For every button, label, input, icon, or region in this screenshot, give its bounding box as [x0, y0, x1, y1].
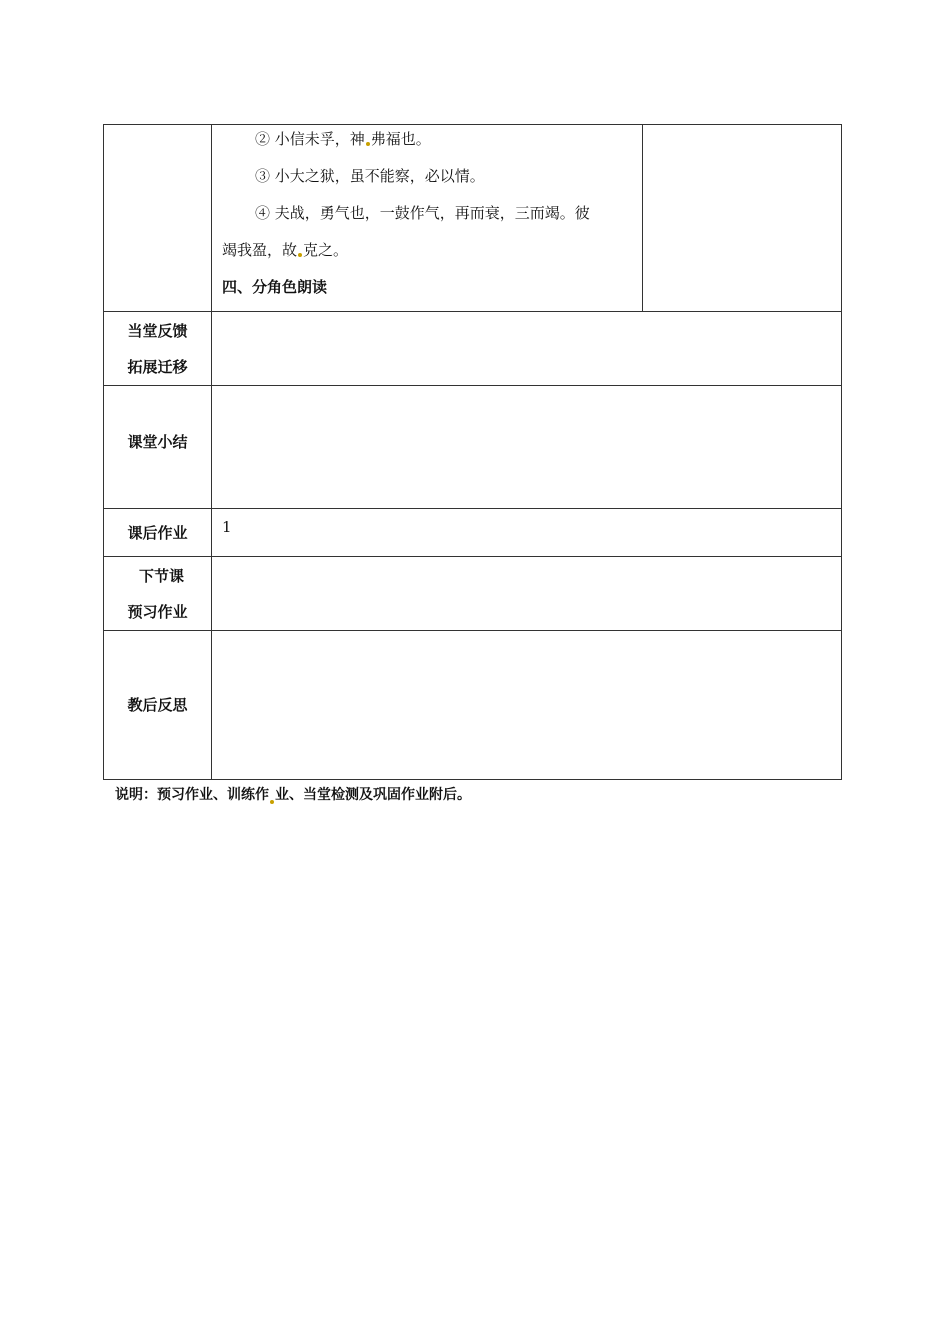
preview-row — [104, 557, 842, 631]
feedback-content — [212, 312, 842, 386]
reflection-label: 教后反思 — [104, 631, 212, 780]
emphasis-dot-icon — [298, 253, 302, 257]
continued-row — [104, 125, 842, 312]
line-item-4-cont: 竭我盈，故 克之。 — [222, 241, 349, 259]
preview-content — [212, 557, 842, 631]
reflection-content — [212, 631, 842, 780]
summary-content — [212, 386, 842, 509]
reflection-row — [104, 631, 842, 780]
summary-label: 课堂小结 — [104, 386, 212, 509]
footer-note: 说明：预习作业、训练作 业、当堂检测及巩固作业附后。 — [115, 787, 471, 803]
homework-row — [104, 509, 842, 557]
feedback-label: 当堂反馈 拓展迁移 — [104, 312, 212, 386]
homework-label: 课后作业 — [104, 509, 212, 557]
homework-content: 1 — [212, 509, 842, 557]
feedback-row — [104, 312, 842, 386]
summary-row — [104, 386, 842, 509]
emphasis-dot-icon — [366, 142, 370, 146]
line-item-2: ② 小信未孚，神 弗福也。 — [255, 130, 431, 148]
emphasis-dot-icon — [270, 800, 274, 804]
lesson-plan-table — [103, 124, 841, 780]
empty-notes-cell — [643, 125, 842, 312]
section-heading-4: 四、分角色朗读 — [222, 278, 328, 296]
line-item-4: ④ 夫战，勇气也，一鼓作气，再而衰，三而竭。彼 — [255, 204, 590, 222]
empty-label-cell — [104, 125, 212, 312]
preview-label: 下节课 预习作业 — [104, 557, 212, 631]
line-item-3: ③ 小大之狱，虽不能察，必以情。 — [255, 167, 485, 185]
continued-content — [212, 125, 643, 312]
